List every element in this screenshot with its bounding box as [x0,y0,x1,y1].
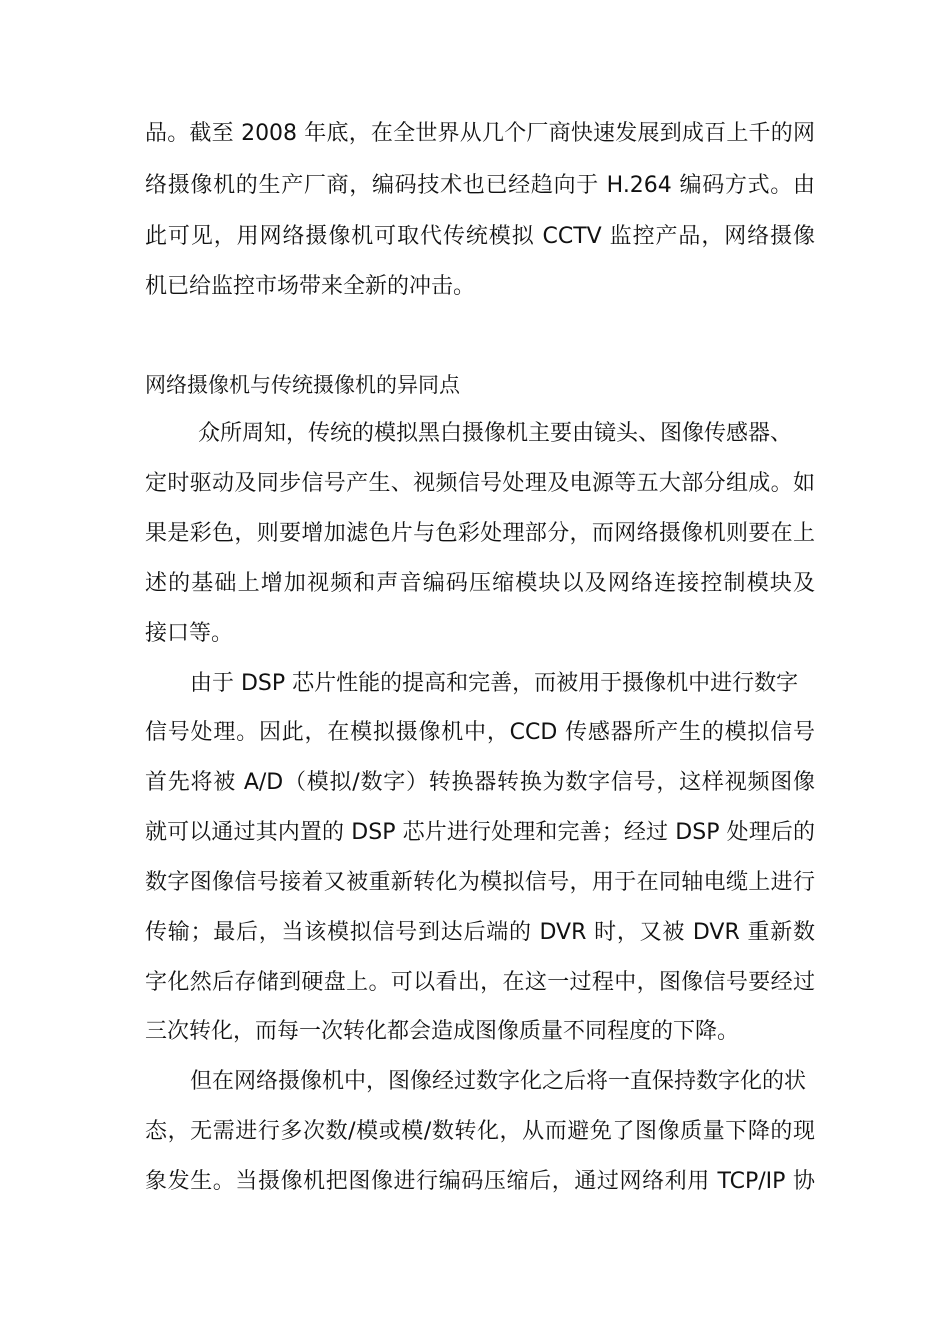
paragraph-3-line-7: 字化然后存储到硬盘上。可以看出，在这一过程中，图像信号要经过 [145,970,815,995]
paragraph-3-line-1: 由于 DSP 芯片性能的提高和完善，而被用于摄像机中进行数字 [190,671,799,696]
paragraph-1-line-4: 机已给监控市场带来全新的冲击。 [145,274,476,299]
section-heading: 网络摄像机与传统摄像机的异同点 [145,373,460,397]
paragraph-3-line-2: 信号处理。因此，在模拟摄像机中，CCD 传感器所产生的模拟信号 [145,720,815,745]
paragraph-2-line-3: 果是彩色，则要增加滤色片与色彩处理部分，而网络摄像机则要在上 [145,521,815,546]
paragraph-2-line-5: 接口等。 [145,621,234,646]
paragraph-3-line-5: 数字图像信号接着又被重新转化为模拟信号，用于在同轴电缆上进行 [145,870,815,895]
paragraph-3-line-8: 三次转化，而每一次转化都会造成图像质量不同程度的下降。 [145,1019,740,1044]
paragraph-4-line-2: 态，无需进行多次数/模或模/数转化，从而避免了图像质量下降的现 [145,1119,815,1144]
paragraph-3-line-6: 传输；最后，当该模拟信号到达后端的 DVR 时，又被 DVR 重新数 [145,920,815,945]
paragraph-1-line-2: 络摄像机的生产厂商，编码技术也已经趋向于 H.264 编码方式。由 [145,173,815,198]
paragraph-4-line-1: 但在网络摄像机中，图像经过数字化之后将一直保持数字化的状 [190,1069,807,1094]
paragraph-2-line-2: 定时驱动及同步信号产生、视频信号处理及电源等五大部分组成。如 [145,471,815,496]
paragraph-1-line-3: 此可见，用网络摄像机可取代传统模拟 CCTV 监控产品，网络摄像 [145,224,815,249]
paragraph-2-line-4: 述的基础上增加视频和声音编码压缩模块以及网络连接控制模块及 [145,571,815,596]
paragraph-3-line-3: 首先将被 A/D（模拟/数字）转换器转换为数字信号，这样视频图像 [145,770,815,795]
paragraph-3-line-4: 就可以通过其内置的 DSP 芯片进行处理和完善；经过 DSP 处理后的 [145,820,815,845]
paragraph-2-line-1: 众所周知，传统的模拟黑白摄像机主要由镜头、图像传感器、 [198,421,793,446]
paragraph-1-line-1: 品。截至 2008 年底，在全世界从几个厂商快速发展到成百上千的网 [145,121,815,146]
paragraph-4-line-3: 象发生。当摄像机把图像进行编码压缩后，通过网络利用 TCP/IP 协 [145,1169,815,1194]
